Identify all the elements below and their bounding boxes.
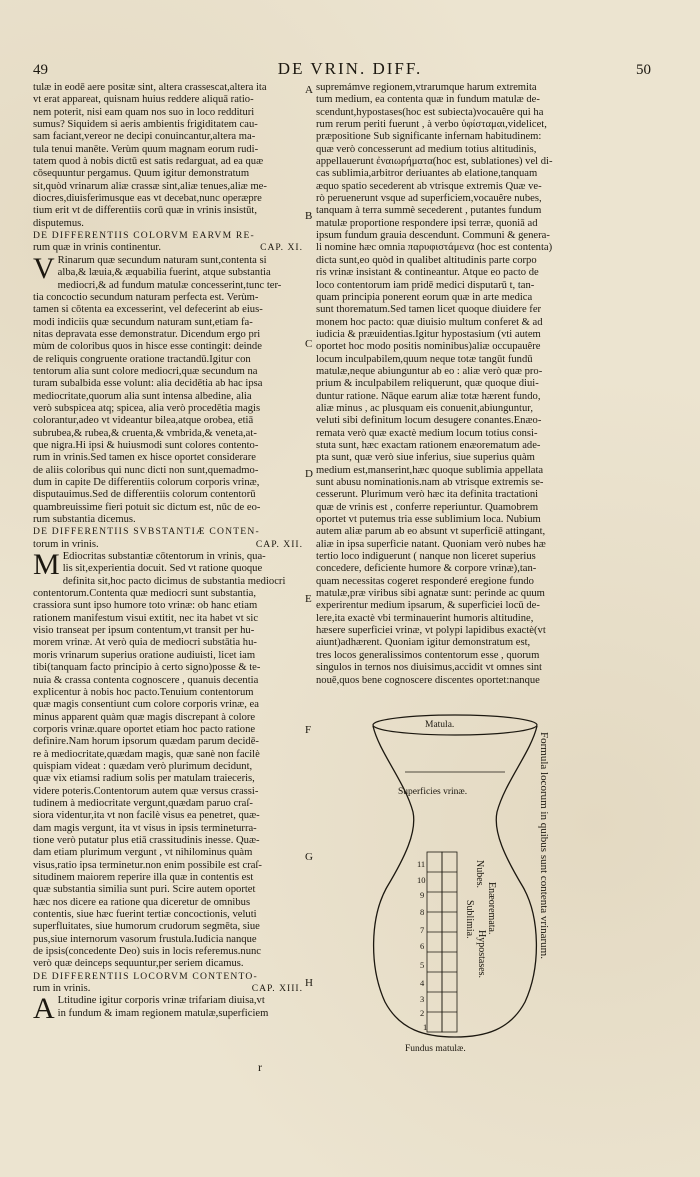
right-column-line: æquo spatio secederent ab vtrisque extremis Quæ ve- [316,180,542,192]
chapter-11-heading-line2 [33,242,303,254]
chapter-12-line: siora videntur,ita vt non facilè visus ea penetret, quæ- [33,810,260,822]
right-column-line: ris vrinæ insistant & contineantur. Atque eo pacto de [316,267,539,279]
right-column-line: autem aliæ parum ab eo absunt vt superficiē attingant, [316,526,546,538]
chapter-12-line: quæ substantia similia sunt puri. Scire autem oportet [33,884,256,896]
chapter-12-line: definire.Nam horum ipsorum quædam parum decidē- [33,736,259,748]
level-number-7: 7 [420,925,425,935]
column-label-nubes: Nubes. [474,860,485,889]
chapter-11-body [33,251,303,527]
chapter-11-line: quambreuissime fieri potuit sic dictum est, nūc de eo- [33,501,261,513]
chapter-12-line: dam etiam plurimum vergunt , vt nihilominus quàm [33,847,253,859]
level-number-11: 11 [417,859,426,869]
right-column-line: veluti sibi definitum locum desugere conantes.Enæo- [316,415,542,427]
chapter-12-line: tudinem à mediocritate vergunt,quædam paruo craſ- [33,797,253,809]
page-number-left: 49 [33,62,48,78]
chapter-12-line: situdinem maiorem reperire illa quæ in contentis est [33,872,254,883]
chapter-12-line: contentorum.Contenta quæ mediocri sunt substantia, [33,588,257,600]
chapter-12-line: contentis, siue hæc fuerint tertiæ concoctionis, veluti [33,909,257,921]
right-column-line: iudicia & præuidentias.Igitur hypostasium (vti autem [316,328,541,340]
urine-flask-figure [365,712,550,1062]
chapter-12-line: hæc nos dicere ea ratione qua diceretur de omnibus [33,896,251,908]
margin-letter-f: F [305,724,312,736]
chapter-12-line: lis sit,experientia docuit. Sed vt ratione quoque [62,563,263,575]
chapter-11-heading: DE DIFFERENTIIS COLORVM EARVM RE- [33,230,255,242]
chapter-12-line: quispiam videat : quædam verò plurimum decidunt, [33,760,253,772]
chapter-12-line: explicentur à nobis hoc pacto.Tenuium contentorum [33,686,254,698]
chapter-11-line: turam subalbida esse volunt: alia decidētia ab hac ipsa [33,378,263,390]
level-number-10: 10 [417,875,426,885]
column-label-sublimia: Sublimia. [464,900,475,939]
level-number-6: 6 [420,941,425,951]
chapter-13-body [33,992,303,1026]
level-number-4: 4 [420,978,425,988]
right-column-line: quæ verò concesserunt ad medium totius altitudinis, [316,143,537,155]
left-intro-line: tulæ in eodē aere positæ sint, altera crassescat,altera ita [33,82,267,93]
right-column-line: matulæ,neque abiunguntur ab eo : aliæ verò quæ pro- [316,365,543,377]
chapter-12-line: tibi(tanquam facto principio à certo signo)posse & te- [33,662,261,674]
page-number-right: 50 [636,62,651,78]
right-column-line: prium & inculpabilem reliquerunt, quæ quoque diui- [316,378,539,390]
chapter-11-line: tia concoctio secundum naturam perfecta est. Verùm- [33,291,259,303]
chapter-11-line: mediocritate,quorum alia sunt intensa albedine, alia [33,390,252,402]
right-column-line: quam principia ponerent eorum quæ in arte medica [316,291,533,303]
margin-letter-g: G [305,851,313,863]
right-column-line: locum inculpabilem,quum neque totæ tangūt fundū [316,353,533,365]
footnote-mark: r [258,1060,262,1074]
chapter-12-body [33,548,303,971]
left-intro-line: sumus? Siquidem si aeris ambientis frigiditatem cau- [33,119,258,131]
chapter-13-line: Ltitudine igitur corporis vrinæ trifariam diuisa,vt [57,995,265,1007]
level-number-8: 8 [420,907,425,917]
chapter-11-line: alba,& læuia,& æquabilia fuerint, atque substantia [57,267,271,279]
chapter-11-line: disputauimus.Sed de differentiis colorum contentorū [33,489,256,501]
chapter-11-line: rum substantia dicemus. [33,514,136,526]
chapter-12-line: crassiora sunt ipso humore toto vrinæ: ob hanc etiam [33,600,258,612]
drop-cap-v: V [33,251,55,285]
chapter-11-line: nitas depravata esse demonstratur. Dicendum ergo pri [33,328,261,340]
right-column-line: singulos in ternos nos diuisimus,accidit vt omnes sint [316,662,542,674]
right-column-line: lere,ita exactè vbi terminauerint humoris altitudine, [316,612,534,624]
chapter-12-lines [33,548,303,971]
right-column-line: sunt thorematum.Sed tamen licet quoque diuidere fer [316,304,542,316]
chapter-12-line: pus,siue internorum vasorum frustula.Iudicia nanque [33,933,257,945]
chapter-11-line: de aliis coloribus qui nunc dicti non sunt,quemadmo- [33,464,259,476]
chapter-11-line: de reliquis congruente oratione tractandū.Igitur con [33,353,251,365]
chapter-12-line: nuia & crassa contenta cognoscere , quanuis decentia [33,674,259,686]
level-number-3: 3 [420,994,425,1004]
chapter-12-line: moris vrinarum superius oratione audiuisti, licet iam [33,649,256,661]
chapter-12-line: morem vrinæ. At verò quia de mediocri substātia hu- [33,637,257,649]
chapter-11-line: mediocri,& ad fundum matulæ concesserint,tunc ter- [57,279,282,291]
chapter-12-line: de ipsis(concedente Deo) suis in locis referemus.nunc [33,946,261,958]
margin-letter-a: A [305,84,313,96]
drop-cap-m: M [33,548,60,582]
chapter-11-lines [33,251,303,527]
margin-letter-c: C [305,338,313,350]
chapter-12-line: definita sit,hoc pacto dicimus de substantia mediocri [62,575,286,587]
right-column-line: tres locos generalissimos contentorum esse , quorum [316,649,540,661]
right-column-line: li nomine hæc omnia παρυφιστάμενα (hoc est contenta) [316,242,553,254]
right-column-line: monem hoc pacto: quæ diuisio multum conferet & ad [316,316,543,328]
chapter-12-heading-cont: torum in vrinis. [33,538,99,550]
chapter-11-line: rum in vrinis.Sed tamen ex hisce oportet considerare [33,452,256,464]
chapter-12-line: rationem manifestum visui extitit, nec ita habet vt sic [33,612,259,624]
chapter-11-line: Rinarum quæ secundum naturam sunt,contenta si [57,254,267,266]
chapter-13-lines [33,992,303,1026]
right-column-line: oportet vt putemus tria esse sublimium loca. Nubium [316,514,541,526]
chapter-12-line: minus apparent quàm quæ magis discrepant à colore [33,711,256,723]
right-column-line: aiunt)adhærent. Quoniam igitur demonstratum est, [316,637,531,649]
chapter-11-heading-cont: rum quæ in vrinis continentur. [33,242,161,254]
right-column-line: sunt abusu nominationis.nam ab vtrisque extremis se- [316,477,544,488]
figure-side-caption: Formula locorum in quibus sunt contenta vrinarum. [538,732,550,959]
right-column-line: experirentur medium ipsarum, & superficiei locū de- [316,600,540,612]
chapter-12-cap: CAP. XII. [255,538,303,550]
right-column-line: tum medium, ea contenta quæ in fundum matulæ de- [316,94,540,106]
chapter-11-line: modi indiciis quæ secundum naturam sunt,etiam fa- [33,316,253,328]
left-intro-line: diocres,diuisferimusque eas vt decebat,nunc operæpre [33,193,262,205]
right-column [316,82,586,687]
level-number-2: 2 [420,1008,425,1018]
chapter-11-line: que nigra.Hi ipsi & huiusmodi sunt colores contento- [33,439,259,451]
right-column-line: loco contentorum iam pridē medici disputarū t, tan- [316,279,535,291]
chapter-12-line: verò quæ deinceps sequuntur,per seriem dicamus. [33,958,244,970]
bottom-label: Fundus matulæ. [405,1044,466,1054]
right-column-line: dicta sunt,eo quòd in qualibet altitudinis parte corpo [316,254,537,266]
flask-top-label: Matula. [425,720,455,730]
column-label-enaeoremata: Enæoremata. [486,882,497,935]
right-column-line: tertio loco indiguerunt ( nanque non liceret superius [316,551,536,563]
margin-letter-e: E [305,593,312,605]
chapter-12-line: corporis vrinæ.quare oportet etiam hoc pacto ratione [33,723,256,735]
right-column-line: cas sublimia,arbitror deriuantes ab elatione,tanquam [316,168,538,180]
chapter-11-line: colorantur,adeo vt videantur bilea,atque orobea, etiā [33,415,254,427]
right-column-line: quæ de vrinis est , conferre reperiuntur. Quamobrem [316,501,539,513]
right-column-line: præpositione Sub significante infernam habitudinem: [316,131,542,143]
level-number-5: 5 [420,960,425,970]
right-column-line: scendunt,hypostases(hoc est subiecta)vocauêre qui ha [316,106,544,118]
chapter-12-heading: DE DIFFERENTIIS SVBSTANTIÆ CONTEN- [33,526,260,538]
right-column-line: aliæ minus , ac plusquam eis conuenit,abiunguntur, [316,402,534,414]
running-title: DE VRIN. DIFF. [277,59,423,78]
chapter-13-line: in fundum & imam regionem matulæ,superficiem [57,1007,269,1019]
chapter-11-line: verò subspicea atq; spicea, alia verò procedētia magis [33,402,261,414]
chapter-12-heading-line2 [33,539,303,551]
left-intro-line: sam faciant,vereor ne decipi conuincantur,altera ma- [33,131,256,143]
drop-cap-a: A [33,992,55,1026]
chapter-12-line: visus,ratio ipsa terminetur.non enim possibile est craſ- [33,859,262,871]
right-column-line: hæsere superficiei vrinæ, vt polypi lapidibus exactè(vt [316,625,546,637]
left-intro-line: sit,quòd vrinarum aliæ crassæ sint,aliæ tenues,aliæ me- [33,180,267,192]
chapter-12-line: re à mediocritate,quædam magis, quæ sanè non facilè [33,748,260,760]
left-column [33,82,303,1026]
right-column-line: duntur ratione. Nāque earum aliæ totæ hærent fundo, [316,390,541,402]
right-column-line: aliæ in ipsa superficie natant. Quoniam verò nubes hæ [316,538,546,550]
chapter-12-line: videre poteris.Contentorum autem quæ versus crassi- [33,785,259,797]
chapter-13-heading-line2 [33,983,303,995]
chapter-11-line: subrubea,& rubea,& cruenta,& vmbrida,& veneta,at- [33,427,257,439]
right-column-line: concedere, deficiente humore & corpore vrinæ),tan- [316,563,537,575]
left-intro-line: vt erat appareat, quisnam huius reddere aliquā ratio- [33,94,254,106]
right-column-line: tanquam à terra summè secederent , putantes fundum [316,205,542,217]
right-column-line: ipsum fundum grauia descendunt. Communi & genera- [316,230,550,242]
right-column-line: remata verò quæ exactè medium locum totius consi- [316,427,538,439]
left-intro-line: cōsequuntur pergamus. Quum igitur demonstratum [33,168,250,180]
chapter-12-line: tione verò putatur plus etiā crassitudinis inesse. Quæ- [33,834,260,846]
right-column-line: rò peruenerunt vsque ad superficiem,vocauêre nubes, [316,193,542,205]
chapter-12-line: visio transeat per ipsum contentum,vt transit per hu- [33,625,255,637]
right-column-line: matulæ proportione respondere ipsi terræ, quoniā ad [316,217,538,229]
chapter-11-line: mùm de coloribus quos in hisce esse contingit: deinde [33,341,262,353]
right-column-line: nouē,quos bene cognoscere discentes oportet:nanque [316,674,540,686]
chapter-11-line: dum in capite De differentiis colorum corporis vrinæ, [33,477,260,488]
right-column-line: appellauerunt ἐναιωρήματα(hoc est, sublationes) vel di- [316,156,553,168]
chapter-12-line: dam magis vergunt, ita vt visus in ipsis termineturra- [33,822,257,834]
right-column-line: medium est,manserint,hæc quoque sublimia appellata [316,464,544,476]
chapter-12-line: quæ magis consentiunt cum colore corporis vrinæ, ea [33,699,259,711]
right-column-line: cesserunt. Plurimum verò hæc ita definita tractationi [316,489,539,501]
left-intro-line: tula tenui manēte. Verùm quum magnam eorum rudi- [33,143,259,155]
right-column-line: matulæ,præ viribus sibi agnatæ sunt: perinde ac quum [316,588,545,600]
left-intro-text [33,82,303,230]
column-label-hypostases: Hypostases. [476,930,487,979]
right-column-line: oportet hoc modo positis nominibus)aliæ occupauêre [316,341,541,353]
margin-letter-h: H [305,977,313,989]
margin-letter-d: D [305,468,313,480]
margin-letter-b: B [305,210,313,222]
level-number-1: 1 [423,1022,428,1032]
level-number-9: 9 [420,890,425,900]
flask-drawing [365,712,545,1052]
left-intro-line: nem poterit, nisi eam quam nos suo in loco reddituri [33,106,255,118]
right-column-line: supremámve regionem,vtrarumque harum extremita [316,82,537,93]
chapter-11-line: tentorum alia sunt colore mediocri,quæ secundum na [33,365,258,377]
chapter-12-line: quæ vix etiamsi radium solis per matulam traieceris, [33,773,255,785]
right-column-line: stuta sunt, hæc exactam rationem enæorematum ade- [316,439,541,451]
right-column-line: quam necessitas cogeret responderé eregione fundo [316,575,534,587]
chapter-13-heading: DE DIFFERENTIIS LOCORVM CONTENTO- [33,970,258,982]
left-intro-line: tatem quod à nobis dictū est satis redarguat, ad ea quæ [33,156,264,168]
right-column-line: pta sunt, quæ verò siue inferius, siue superius quàm [316,452,535,464]
left-intro-line: disputemus. [33,217,84,229]
right-column-line: rum rerum periti fuerunt , à verbo ὑφίσταμαι,videlicet, [316,119,547,131]
chapter-12-line: Ediocritas substantiæ cōtentorum in vrinis, qua- [62,551,266,563]
surface-label: Superficies vrinæ. [398,787,468,797]
chapter-12-line: superfluitates, siue humorum crudorum segmēta, siue [33,921,260,933]
left-intro-line: tium erit vt de differentiis corū quæ in vrinis insistūt, [33,205,258,217]
chapter-13-cap: CAP. XIII. [251,983,303,995]
chapter-11-line: tamen si cōtenta ea excesserint, vel defecerint ab eius- [33,304,263,316]
chapter-13-heading-cont: rum in vrinis. [33,983,91,995]
chapter-11-cap: CAP. XI. [260,242,303,254]
